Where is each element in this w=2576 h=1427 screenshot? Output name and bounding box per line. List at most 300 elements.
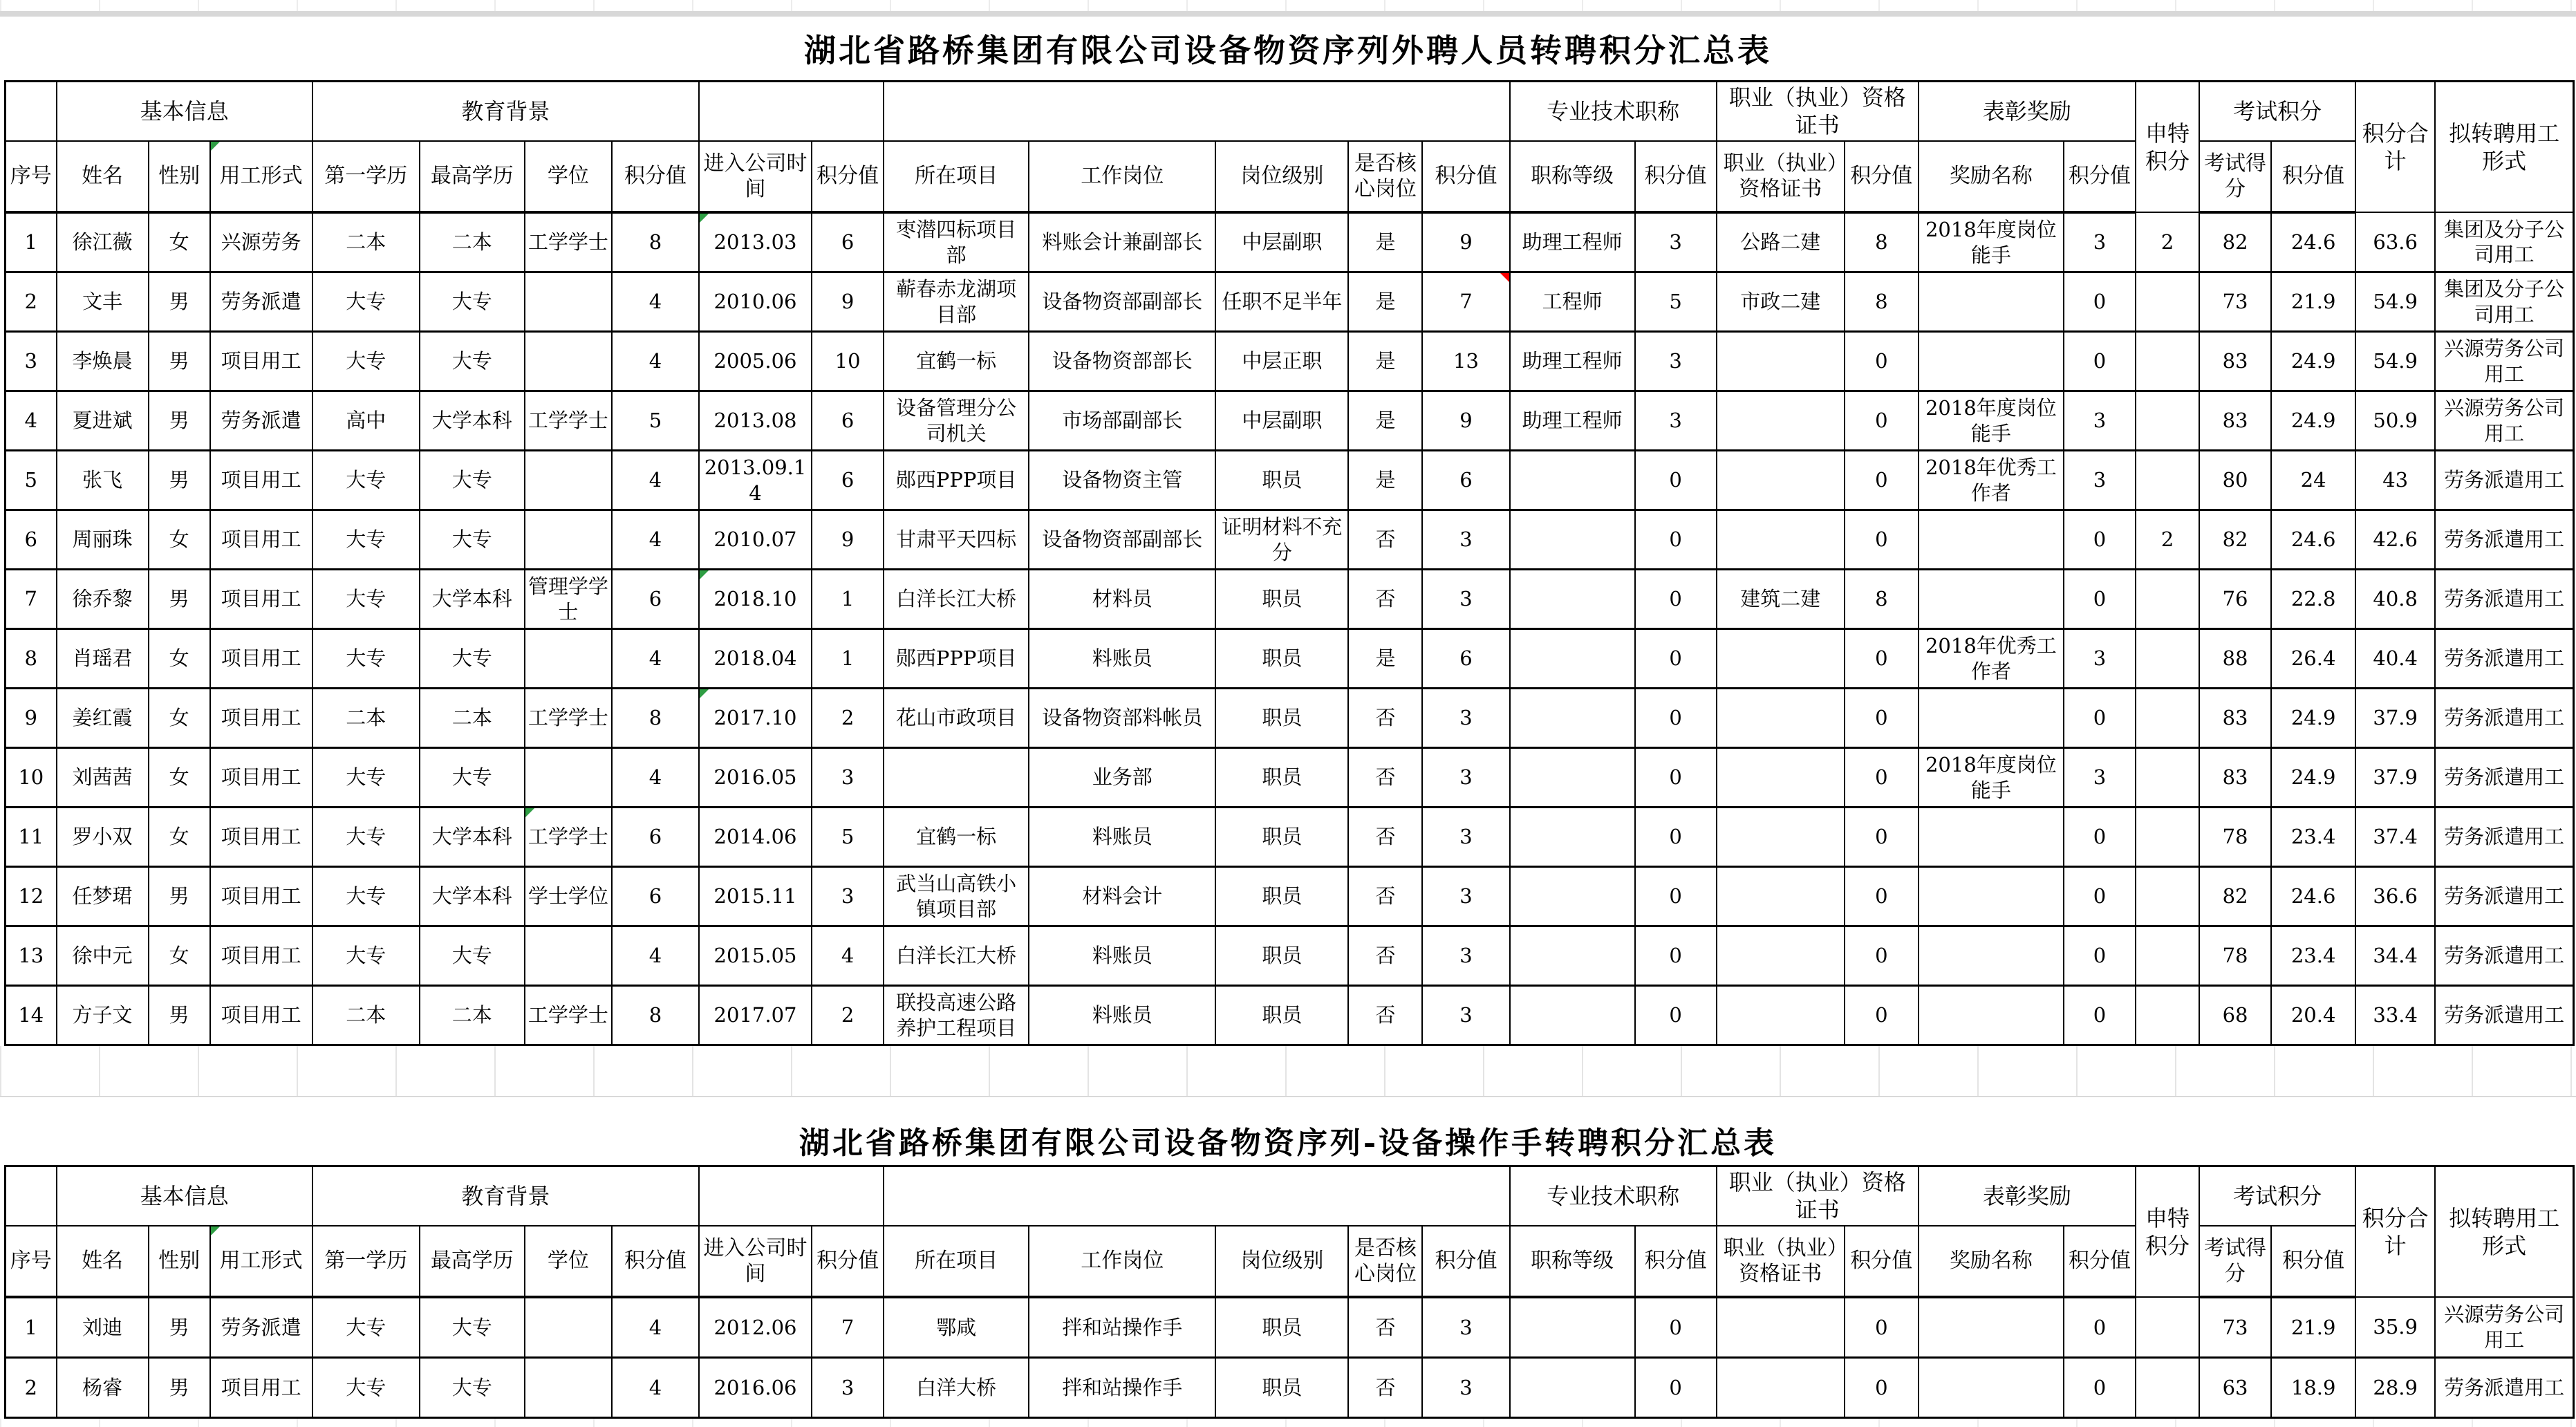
cell-certificate[interactable]: [1717, 748, 1845, 808]
cell-join-points[interactable]: 1: [812, 629, 884, 689]
cell-award-points[interactable]: 0: [2064, 689, 2136, 748]
header-position-level[interactable]: 岗位级别: [1215, 1226, 1348, 1297]
header-position-points[interactable]: 积分值: [1422, 141, 1509, 212]
header-certificate[interactable]: 职业（执业）资格证书: [1717, 1226, 1845, 1297]
cell-special-points[interactable]: [2136, 451, 2199, 510]
cell-project[interactable]: 郧西PPP项目: [884, 451, 1029, 510]
cell-project[interactable]: 宜鹤一标: [884, 808, 1029, 867]
group-header-education[interactable]: 教育背景: [312, 1166, 699, 1227]
group-header-exam[interactable]: 考试积分: [2199, 82, 2355, 142]
cell-exam-points[interactable]: 21.9: [2271, 272, 2355, 332]
cell-join-points[interactable]: 3: [812, 748, 884, 808]
cell-join-points[interactable]: 4: [812, 926, 884, 986]
cell-project[interactable]: 蕲春赤龙湖项目部: [884, 272, 1029, 332]
cell-cert-points[interactable]: 0: [1845, 689, 1919, 748]
cell-employment-type[interactable]: 兴源劳务: [210, 212, 312, 272]
cell-employment-type[interactable]: 项目用工: [210, 570, 312, 629]
cell-highest-degree[interactable]: 大学本科: [420, 867, 525, 926]
header-job-position[interactable]: 工作岗位: [1029, 141, 1215, 212]
cell-name[interactable]: 刘迪: [57, 1297, 149, 1358]
cell-degree[interactable]: 学士学位: [525, 867, 612, 926]
cell-highest-degree[interactable]: 大专: [420, 332, 525, 391]
group-header-professional-title[interactable]: 专业技术职称: [1510, 82, 1717, 142]
cell-degree[interactable]: 工学学士: [525, 986, 612, 1045]
cell-special-points[interactable]: [2136, 1297, 2199, 1358]
cell-total-points[interactable]: 43: [2355, 451, 2435, 510]
cell-award-points[interactable]: 3: [2064, 391, 2136, 451]
header-degree[interactable]: 学位: [525, 141, 612, 212]
cell-title-points[interactable]: 3: [1635, 391, 1717, 451]
cell-core-position[interactable]: 否: [1348, 510, 1422, 570]
cell-award-name[interactable]: [1919, 510, 2064, 570]
cell-exam-score[interactable]: 83: [2199, 391, 2271, 451]
cell-name[interactable]: 徐乔黎: [57, 570, 149, 629]
cell-special-points[interactable]: [2136, 808, 2199, 867]
cell-position-points[interactable]: 13: [1422, 332, 1509, 391]
cell-join-points[interactable]: 7: [812, 1297, 884, 1358]
cell-job-position[interactable]: 料账员: [1029, 986, 1215, 1045]
cell-join-date[interactable]: 2010.06: [699, 272, 812, 332]
cell-proposed-employment[interactable]: 劳务派遣用工: [2435, 689, 2573, 748]
cell-gender[interactable]: 男: [149, 451, 210, 510]
cell-first-degree[interactable]: 大专: [312, 451, 420, 510]
cell-project[interactable]: 郧西PPP项目: [884, 629, 1029, 689]
cell-position-points[interactable]: 3: [1422, 867, 1509, 926]
cell-total-points[interactable]: 35.9: [2355, 1297, 2435, 1358]
cell-special-points[interactable]: [2136, 391, 2199, 451]
cell-highest-degree[interactable]: 二本: [420, 212, 525, 272]
cell-position-points[interactable]: 3: [1422, 748, 1509, 808]
cell-name[interactable]: 姜红霞: [57, 689, 149, 748]
cell-certificate[interactable]: [1717, 1297, 1845, 1358]
cell-total-points[interactable]: 37.9: [2355, 689, 2435, 748]
cell-job-position[interactable]: 设备物资部副部长: [1029, 510, 1215, 570]
group-header-total[interactable]: 积分合计: [2355, 82, 2435, 213]
cell-cert-points[interactable]: 0: [1845, 451, 1919, 510]
header-position-level[interactable]: 岗位级别: [1215, 141, 1348, 212]
cell-position-points[interactable]: 3: [1422, 570, 1509, 629]
cell-project[interactable]: 宜鹤一标: [884, 332, 1029, 391]
cell-exam-score[interactable]: 82: [2199, 212, 2271, 272]
header-award-points[interactable]: 积分值: [2064, 1226, 2136, 1297]
cell-edu-points[interactable]: 4: [612, 272, 699, 332]
header-exam-points[interactable]: 积分值: [2271, 1226, 2355, 1297]
cell-exam-score[interactable]: 80: [2199, 451, 2271, 510]
cell-award-points[interactable]: 0: [2064, 332, 2136, 391]
cell-exam-points[interactable]: 20.4: [2271, 986, 2355, 1045]
cell-job-position[interactable]: 材料会计: [1029, 867, 1215, 926]
cell-degree[interactable]: [525, 332, 612, 391]
cell-exam-score[interactable]: 76: [2199, 570, 2271, 629]
cell-core-position[interactable]: 否: [1348, 570, 1422, 629]
cell-employment-type[interactable]: 劳务派遣: [210, 391, 312, 451]
group-header-proposed[interactable]: 拟转聘用工形式: [2435, 82, 2573, 213]
header-award-name[interactable]: 奖励名称: [1919, 1226, 2064, 1297]
cell-core-position[interactable]: 否: [1348, 1297, 1422, 1358]
cell-employment-type[interactable]: 项目用工: [210, 808, 312, 867]
header-core-position[interactable]: 是否核心岗位: [1348, 141, 1422, 212]
cell-gender[interactable]: 男: [149, 1297, 210, 1358]
cell-first-degree[interactable]: 二本: [312, 689, 420, 748]
header-name[interactable]: 姓名: [57, 141, 149, 212]
cell-join-date[interactable]: 2016.06: [699, 1358, 812, 1418]
cell-award-name[interactable]: 2018年优秀工作者: [1919, 451, 2064, 510]
cell-award-points[interactable]: 0: [2064, 1358, 2136, 1418]
cell-exam-score[interactable]: 82: [2199, 510, 2271, 570]
cell-degree[interactable]: [525, 1297, 612, 1358]
cell-total-points[interactable]: 40.4: [2355, 629, 2435, 689]
cell-name[interactable]: 肖瑶君: [57, 629, 149, 689]
cell-award-name[interactable]: 2018年度岗位能手: [1919, 391, 2064, 451]
cell-special-points[interactable]: [2136, 986, 2199, 1045]
cell-degree[interactable]: [525, 629, 612, 689]
cell-index[interactable]: 13: [6, 926, 57, 986]
cell-highest-degree[interactable]: 大专: [420, 926, 525, 986]
cell-employment-type[interactable]: 项目用工: [210, 510, 312, 570]
cell-index[interactable]: 9: [6, 689, 57, 748]
header-join-date[interactable]: 进入公司时间: [699, 141, 812, 212]
cell-first-degree[interactable]: 大专: [312, 1297, 420, 1358]
cell-special-points[interactable]: [2136, 689, 2199, 748]
cell-core-position[interactable]: 是: [1348, 272, 1422, 332]
header-cert-points[interactable]: 积分值: [1845, 1226, 1919, 1297]
cell-index[interactable]: 11: [6, 808, 57, 867]
cell-first-degree[interactable]: 大专: [312, 510, 420, 570]
cell-special-points[interactable]: 2: [2136, 510, 2199, 570]
cell-title-level[interactable]: [1510, 808, 1635, 867]
header-award-points[interactable]: 积分值: [2064, 141, 2136, 212]
cell-join-date[interactable]: 2017.10: [699, 689, 812, 748]
cell-position-points[interactable]: 3: [1422, 689, 1509, 748]
cell-exam-points[interactable]: 24.9: [2271, 748, 2355, 808]
cell-edu-points[interactable]: 4: [612, 1358, 699, 1418]
cell-edu-points[interactable]: 8: [612, 986, 699, 1045]
cell-special-points[interactable]: [2136, 629, 2199, 689]
header-certificate[interactable]: 职业（执业）资格证书: [1717, 141, 1845, 212]
header-edu-points[interactable]: 积分值: [612, 1226, 699, 1297]
cell-name[interactable]: 李焕晨: [57, 332, 149, 391]
cell-edu-points[interactable]: 6: [612, 808, 699, 867]
cell-title-points[interactable]: 5: [1635, 272, 1717, 332]
cell-job-position[interactable]: 设备物资部料帐员: [1029, 689, 1215, 748]
cell-gender[interactable]: 女: [149, 926, 210, 986]
cell-degree[interactable]: 管理学学士: [525, 570, 612, 629]
group-header-award[interactable]: 表彰奖励: [1919, 82, 2136, 142]
cell-name[interactable]: 罗小双: [57, 808, 149, 867]
cell-proposed-employment[interactable]: 劳务派遣用工: [2435, 867, 2573, 926]
cell-proposed-employment[interactable]: 劳务派遣用工: [2435, 808, 2573, 867]
cell-certificate[interactable]: [1717, 867, 1845, 926]
cell-index[interactable]: 1: [6, 212, 57, 272]
cell-edu-points[interactable]: 8: [612, 212, 699, 272]
cell-total-points[interactable]: 63.6: [2355, 212, 2435, 272]
cell-title-points[interactable]: 3: [1635, 212, 1717, 272]
cell-award-name[interactable]: [1919, 926, 2064, 986]
cell-degree[interactable]: [525, 451, 612, 510]
cell-proposed-employment[interactable]: 劳务派遣用工: [2435, 1358, 2573, 1418]
cell-award-points[interactable]: 3: [2064, 451, 2136, 510]
cell-title-level[interactable]: 助理工程师: [1510, 391, 1635, 451]
cell-first-degree[interactable]: 大专: [312, 867, 420, 926]
cell-special-points[interactable]: [2136, 332, 2199, 391]
cell-core-position[interactable]: 否: [1348, 808, 1422, 867]
cell-job-position[interactable]: 设备物资部副部长: [1029, 272, 1215, 332]
group-header-certificate[interactable]: 职业（执业）资格证书: [1717, 1166, 1919, 1227]
cell-highest-degree[interactable]: 大专: [420, 629, 525, 689]
cell-join-points[interactable]: 9: [812, 510, 884, 570]
cell-name[interactable]: 刘茜茜: [57, 748, 149, 808]
cell-award-points[interactable]: 0: [2064, 986, 2136, 1045]
cell-certificate[interactable]: [1717, 629, 1845, 689]
cell-exam-score[interactable]: 82: [2199, 867, 2271, 926]
cell-special-points[interactable]: [2136, 1358, 2199, 1418]
cell-join-points[interactable]: 10: [812, 332, 884, 391]
cell-award-name[interactable]: [1919, 808, 2064, 867]
cell-degree[interactable]: [525, 1358, 612, 1418]
cell-join-date[interactable]: 2016.05: [699, 748, 812, 808]
cell-core-position[interactable]: 是: [1348, 391, 1422, 451]
cell-title-points[interactable]: 0: [1635, 510, 1717, 570]
cell-certificate[interactable]: [1717, 1358, 1845, 1418]
cell-exam-points[interactable]: 24.9: [2271, 391, 2355, 451]
cell-title-points[interactable]: 0: [1635, 629, 1717, 689]
cell-position-points[interactable]: 3: [1422, 808, 1509, 867]
cell-position-level[interactable]: 职员: [1215, 926, 1348, 986]
cell-certificate[interactable]: [1717, 808, 1845, 867]
header-title-points[interactable]: 积分值: [1635, 141, 1717, 212]
cell-join-date[interactable]: 2012.06: [699, 1297, 812, 1358]
cell-highest-degree[interactable]: 大专: [420, 451, 525, 510]
group-header-empty[interactable]: [6, 1166, 57, 1227]
cell-title-points[interactable]: 0: [1635, 689, 1717, 748]
cell-job-position[interactable]: 料账员: [1029, 629, 1215, 689]
cell-name[interactable]: 周丽珠: [57, 510, 149, 570]
group-header-education[interactable]: 教育背景: [312, 82, 699, 142]
cell-employment-type[interactable]: 项目用工: [210, 1358, 312, 1418]
cell-gender[interactable]: 女: [149, 748, 210, 808]
cell-position-points[interactable]: 3: [1422, 1297, 1509, 1358]
cell-degree[interactable]: 工学学士: [525, 808, 612, 867]
cell-position-level[interactable]: 职员: [1215, 1358, 1348, 1418]
cell-project[interactable]: 白洋长江大桥: [884, 926, 1029, 986]
cell-proposed-employment[interactable]: 兴源劳务公司用工: [2435, 391, 2573, 451]
cell-job-position[interactable]: 料账员: [1029, 808, 1215, 867]
cell-cert-points[interactable]: 0: [1845, 808, 1919, 867]
cell-cert-points[interactable]: 8: [1845, 212, 1919, 272]
cell-total-points[interactable]: 36.6: [2355, 867, 2435, 926]
cell-award-name[interactable]: [1919, 1297, 2064, 1358]
cell-award-name[interactable]: [1919, 1358, 2064, 1418]
cell-total-points[interactable]: 50.9: [2355, 391, 2435, 451]
cell-job-position[interactable]: 市场部副部长: [1029, 391, 1215, 451]
cell-exam-score[interactable]: 78: [2199, 926, 2271, 986]
cell-certificate[interactable]: 建筑二建: [1717, 570, 1845, 629]
cell-core-position[interactable]: 是: [1348, 451, 1422, 510]
cell-employment-type[interactable]: 项目用工: [210, 867, 312, 926]
cell-edu-points[interactable]: 6: [612, 867, 699, 926]
cell-title-points[interactable]: 0: [1635, 926, 1717, 986]
cell-join-date[interactable]: 2015.11: [699, 867, 812, 926]
cell-cert-points[interactable]: 0: [1845, 867, 1919, 926]
cell-join-points[interactable]: 3: [812, 867, 884, 926]
cell-gender[interactable]: 男: [149, 272, 210, 332]
cell-join-date[interactable]: 2018.04: [699, 629, 812, 689]
header-award-name[interactable]: 奖励名称: [1919, 141, 2064, 212]
cell-edu-points[interactable]: 8: [612, 689, 699, 748]
cell-award-name[interactable]: [1919, 570, 2064, 629]
cell-position-points[interactable]: 3: [1422, 986, 1509, 1045]
cell-core-position[interactable]: 否: [1348, 926, 1422, 986]
cell-proposed-employment[interactable]: 劳务派遣用工: [2435, 510, 2573, 570]
header-gender[interactable]: 性别: [149, 141, 210, 212]
header-exam-points[interactable]: 积分值: [2271, 141, 2355, 212]
cell-position-points[interactable]: 6: [1422, 629, 1509, 689]
cell-position-level[interactable]: 职员: [1215, 570, 1348, 629]
cell-first-degree[interactable]: 大专: [312, 926, 420, 986]
cell-highest-degree[interactable]: 大专: [420, 748, 525, 808]
header-title-points[interactable]: 积分值: [1635, 1226, 1717, 1297]
cell-join-date[interactable]: 2015.05: [699, 926, 812, 986]
cell-position-points[interactable]: 9: [1422, 212, 1509, 272]
cell-award-name[interactable]: 2018年度岗位能手: [1919, 748, 2064, 808]
cell-exam-score[interactable]: 83: [2199, 332, 2271, 391]
cell-highest-degree[interactable]: 大专: [420, 272, 525, 332]
cell-proposed-employment[interactable]: 劳务派遣用工: [2435, 570, 2573, 629]
cell-employment-type[interactable]: 项目用工: [210, 451, 312, 510]
cell-position-points[interactable]: 7: [1422, 272, 1509, 332]
cell-highest-degree[interactable]: 大学本科: [420, 570, 525, 629]
group-header-empty[interactable]: [699, 82, 884, 142]
cell-project[interactable]: 联投高速公路养护工程项目: [884, 986, 1029, 1045]
cell-degree[interactable]: 工学学士: [525, 212, 612, 272]
cell-project[interactable]: 枣潜四标项目部: [884, 212, 1029, 272]
header-first-degree[interactable]: 第一学历: [312, 1226, 420, 1297]
cell-certificate[interactable]: [1717, 451, 1845, 510]
cell-highest-degree[interactable]: 大学本科: [420, 391, 525, 451]
cell-first-degree[interactable]: 大专: [312, 808, 420, 867]
cell-highest-degree[interactable]: 大学本科: [420, 808, 525, 867]
group-header-award[interactable]: 表彰奖励: [1919, 1166, 2136, 1227]
cell-degree[interactable]: 工学学士: [525, 689, 612, 748]
cell-gender[interactable]: 男: [149, 1358, 210, 1418]
cell-join-points[interactable]: 6: [812, 212, 884, 272]
cell-core-position[interactable]: 否: [1348, 867, 1422, 926]
group-header-total[interactable]: 积分合计: [2355, 1166, 2435, 1298]
cell-employment-type[interactable]: 项目用工: [210, 689, 312, 748]
cell-degree[interactable]: [525, 272, 612, 332]
cell-exam-points[interactable]: 18.9: [2271, 1358, 2355, 1418]
cell-job-position[interactable]: 设备物资主管: [1029, 451, 1215, 510]
cell-exam-points[interactable]: 23.4: [2271, 808, 2355, 867]
cell-total-points[interactable]: 28.9: [2355, 1358, 2435, 1418]
cell-join-points[interactable]: 2: [812, 986, 884, 1045]
header-cert-points[interactable]: 积分值: [1845, 141, 1919, 212]
cell-index[interactable]: 4: [6, 391, 57, 451]
group-header-special[interactable]: 申特积分: [2136, 82, 2199, 213]
cell-title-points[interactable]: 0: [1635, 1358, 1717, 1418]
cell-position-level[interactable]: 职员: [1215, 748, 1348, 808]
cell-proposed-employment[interactable]: 劳务派遣用工: [2435, 748, 2573, 808]
cell-position-points[interactable]: 6: [1422, 451, 1509, 510]
cell-edu-points[interactable]: 5: [612, 391, 699, 451]
header-title-level[interactable]: 职称等级: [1510, 1226, 1635, 1297]
cell-award-name[interactable]: [1919, 272, 2064, 332]
cell-edu-points[interactable]: 4: [612, 926, 699, 986]
header-index[interactable]: 序号: [6, 141, 57, 212]
cell-award-name[interactable]: 2018年度岗位能手: [1919, 212, 2064, 272]
cell-join-points[interactable]: 6: [812, 391, 884, 451]
cell-exam-points[interactable]: 21.9: [2271, 1297, 2355, 1358]
header-highest-degree[interactable]: 最高学历: [420, 141, 525, 212]
cell-join-date[interactable]: 2017.07: [699, 986, 812, 1045]
group-header-basic[interactable]: 基本信息: [57, 1166, 312, 1227]
group-header-professional-title[interactable]: 专业技术职称: [1510, 1166, 1717, 1227]
cell-cert-points[interactable]: 8: [1845, 272, 1919, 332]
group-header-empty[interactable]: [884, 82, 1509, 142]
header-highest-degree[interactable]: 最高学历: [420, 1226, 525, 1297]
cell-project[interactable]: 鄂咸: [884, 1297, 1029, 1358]
cell-award-points[interactable]: 0: [2064, 510, 2136, 570]
cell-join-points[interactable]: 9: [812, 272, 884, 332]
cell-cert-points[interactable]: 0: [1845, 926, 1919, 986]
header-degree[interactable]: 学位: [525, 1226, 612, 1297]
cell-special-points[interactable]: 2: [2136, 212, 2199, 272]
cell-exam-points[interactable]: 22.8: [2271, 570, 2355, 629]
cell-core-position[interactable]: 是: [1348, 332, 1422, 391]
cell-index[interactable]: 3: [6, 332, 57, 391]
cell-certificate[interactable]: [1717, 391, 1845, 451]
cell-proposed-employment[interactable]: 集团及分子公司用工: [2435, 272, 2573, 332]
cell-special-points[interactable]: [2136, 272, 2199, 332]
cell-first-degree[interactable]: 大专: [312, 748, 420, 808]
cell-highest-degree[interactable]: 大专: [420, 1297, 525, 1358]
cell-name[interactable]: 徐江薇: [57, 212, 149, 272]
cell-exam-points[interactable]: 24.9: [2271, 332, 2355, 391]
cell-employment-type[interactable]: 项目用工: [210, 926, 312, 986]
cell-position-level[interactable]: 职员: [1215, 1297, 1348, 1358]
header-title-level[interactable]: 职称等级: [1510, 141, 1635, 212]
cell-name[interactable]: 夏进斌: [57, 391, 149, 451]
cell-core-position[interactable]: 否: [1348, 1358, 1422, 1418]
cell-job-position[interactable]: 料账会计兼副部长: [1029, 212, 1215, 272]
cell-join-points[interactable]: 6: [812, 451, 884, 510]
cell-title-level[interactable]: [1510, 1297, 1635, 1358]
cell-position-level[interactable]: 中层正职: [1215, 332, 1348, 391]
cell-employment-type[interactable]: 项目用工: [210, 986, 312, 1045]
cell-award-points[interactable]: 0: [2064, 1297, 2136, 1358]
cell-cert-points[interactable]: 8: [1845, 570, 1919, 629]
cell-position-level[interactable]: 职员: [1215, 451, 1348, 510]
cell-special-points[interactable]: [2136, 570, 2199, 629]
cell-edu-points[interactable]: 4: [612, 451, 699, 510]
cell-cert-points[interactable]: 0: [1845, 1358, 1919, 1418]
cell-core-position[interactable]: 是: [1348, 212, 1422, 272]
cell-title-points[interactable]: 0: [1635, 867, 1717, 926]
cell-gender[interactable]: 女: [149, 689, 210, 748]
cell-award-points[interactable]: 0: [2064, 808, 2136, 867]
cell-project[interactable]: 甘肃平天四标: [884, 510, 1029, 570]
header-job-position[interactable]: 工作岗位: [1029, 1226, 1215, 1297]
cell-title-points[interactable]: 0: [1635, 1297, 1717, 1358]
cell-join-points[interactable]: 2: [812, 689, 884, 748]
cell-index[interactable]: 10: [6, 748, 57, 808]
cell-gender[interactable]: 男: [149, 570, 210, 629]
cell-award-points[interactable]: 3: [2064, 212, 2136, 272]
cell-exam-score[interactable]: 78: [2199, 808, 2271, 867]
cell-project[interactable]: [884, 748, 1029, 808]
cell-position-level[interactable]: 职员: [1215, 629, 1348, 689]
cell-cert-points[interactable]: 0: [1845, 986, 1919, 1045]
